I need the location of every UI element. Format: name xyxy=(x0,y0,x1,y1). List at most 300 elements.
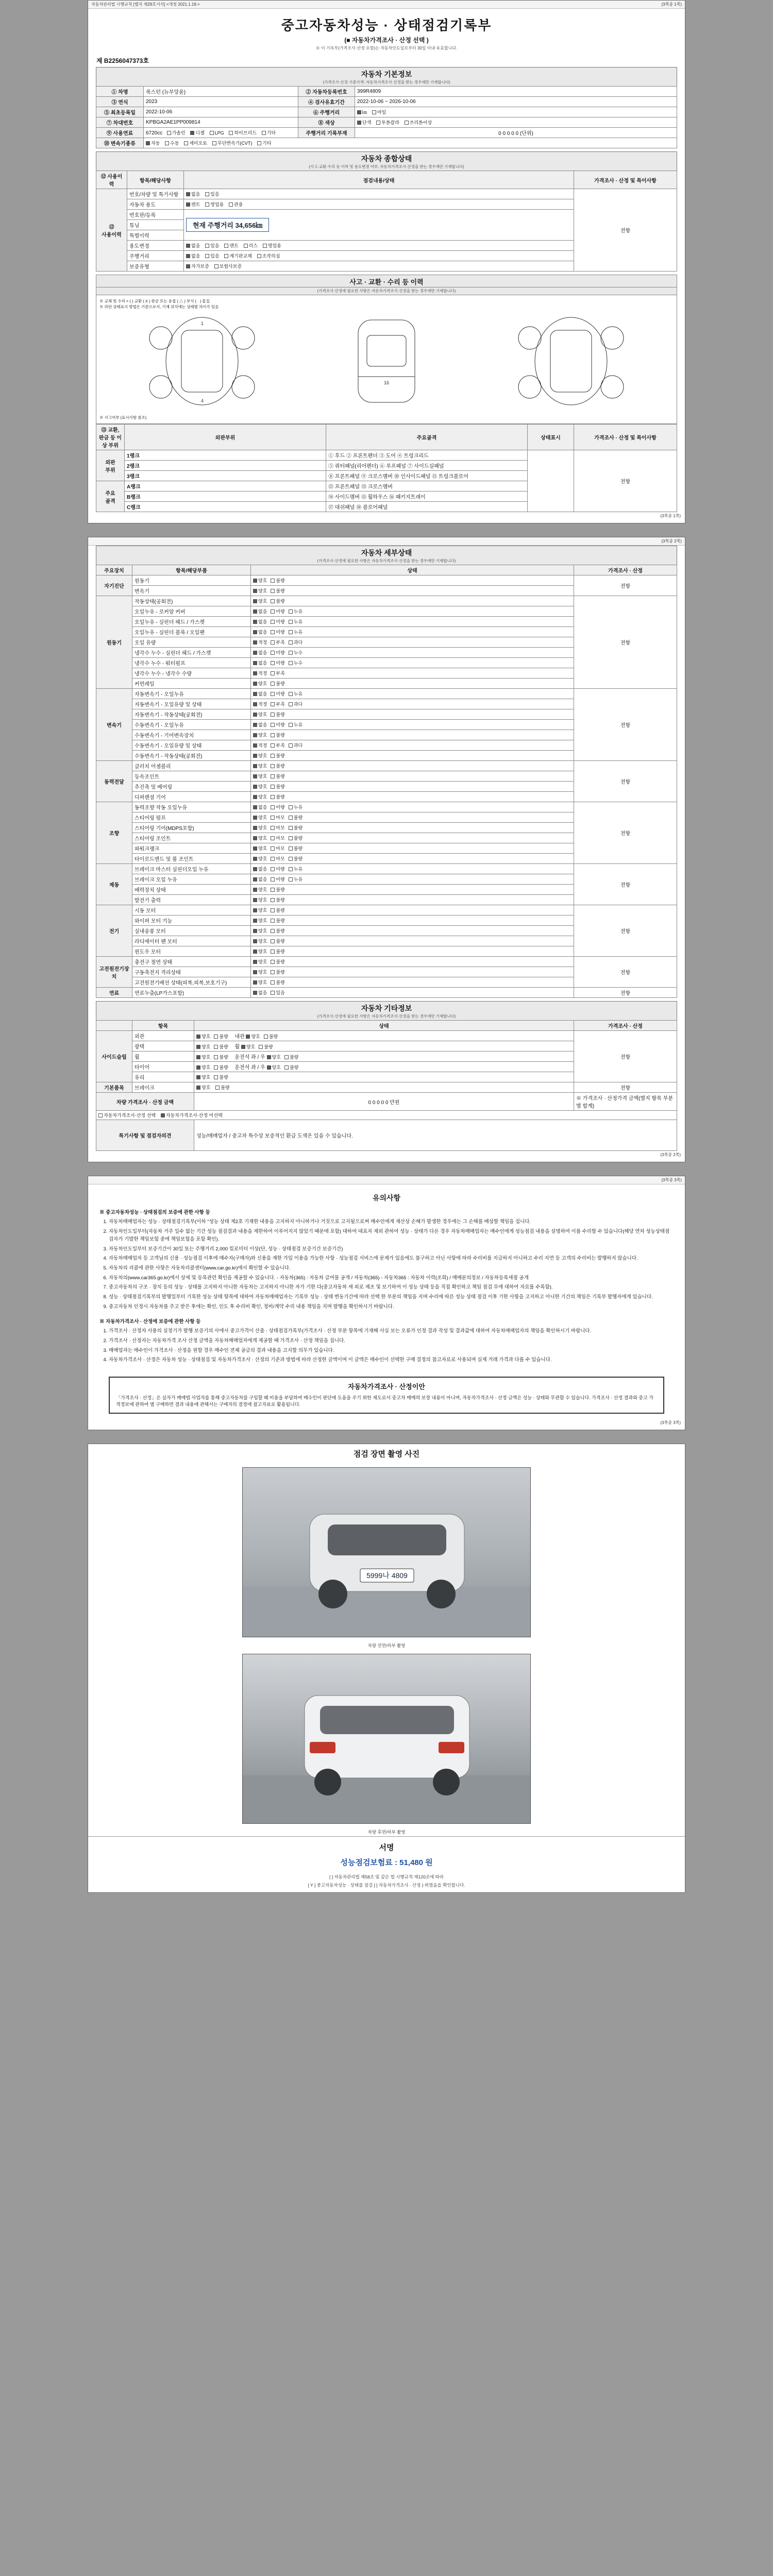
price-not-selected-checkbox[interactable] xyxy=(161,1113,165,1117)
detail-4-4-opt-1-checkbox[interactable] xyxy=(271,846,275,851)
rank2-items: ⑤ 쿼터패널(리어펜더) ⑥ 루프패널 ⑦ 사이드실패널 xyxy=(326,461,528,471)
photo-rear-caption: 차량 후면/하부 촬영 xyxy=(367,1829,406,1835)
detail-group-2: 변속기 xyxy=(96,689,132,761)
detail-1-3-opt-1-checkbox[interactable] xyxy=(271,630,275,634)
other-3-b-opt-1-checkbox[interactable] xyxy=(284,1065,289,1070)
color-value xyxy=(355,117,677,128)
overall-row-4-label: 특별이력 xyxy=(127,230,184,241)
other-0-opt-0-checkbox[interactable] xyxy=(196,1035,200,1039)
detail-0-0-opt-0-checkbox[interactable] xyxy=(253,579,257,583)
basic-opt-1: 불량 xyxy=(221,1085,230,1090)
detail-4-0-opt-2-checkbox[interactable] xyxy=(289,805,293,809)
page-1 xyxy=(88,0,685,523)
detail-4-1-opt-1-checkbox[interactable] xyxy=(271,816,275,820)
other-3-opt-0-checkbox[interactable] xyxy=(196,1065,200,1070)
fuel-hybrid-checkbox[interactable] xyxy=(229,131,233,135)
detail-3-1-opt-1-label: 불량 xyxy=(276,774,285,779)
detail-state-4-0 xyxy=(251,802,574,812)
price-selected-checkbox[interactable] xyxy=(98,1113,103,1117)
row0-none-checkbox[interactable] xyxy=(186,192,190,196)
other-0-b-opt-1-checkbox[interactable] xyxy=(264,1035,268,1039)
detail-0-0-opt-0-label: 양호 xyxy=(258,578,267,583)
detail-7-2-opt-1-checkbox[interactable] xyxy=(271,980,275,985)
detail-7-1-opt-1-checkbox[interactable] xyxy=(271,970,275,974)
mileage-display-cell xyxy=(184,210,574,241)
detail-4-5-opt-2-checkbox[interactable] xyxy=(289,857,293,861)
other-2-opt-1-label: 불량 xyxy=(219,1055,228,1060)
rankA-label xyxy=(125,481,326,492)
detail-item-1-5: 냉각수 누수 - 실린더 헤드 / 가스켓 xyxy=(132,648,251,658)
detail-5-2-opt-0-checkbox[interactable] xyxy=(253,888,257,892)
other-1-opt-1-checkbox[interactable] xyxy=(214,1045,218,1049)
detail-3-0-opt-1-checkbox[interactable] xyxy=(271,764,275,768)
other-col-2: 상태 xyxy=(194,1021,574,1031)
detail-1-4-opt-0-checkbox[interactable] xyxy=(253,640,257,645)
detail-state-2-0 xyxy=(251,689,574,699)
detail-5-1-opt-1-checkbox[interactable] xyxy=(271,877,275,882)
other-item-3: 타이어 xyxy=(132,1062,194,1072)
detail-3-0-opt-0-checkbox[interactable] xyxy=(253,764,257,768)
other-3-b-opt-0-checkbox[interactable] xyxy=(267,1065,271,1070)
detail-2-3-opt-1-checkbox[interactable] xyxy=(271,723,275,727)
overall-row-5-label: 용도변경 xyxy=(127,241,184,251)
page-3-footer: (3쪽중 3쪽) xyxy=(660,1420,681,1425)
detail-5-0-opt-0-checkbox[interactable] xyxy=(253,867,257,871)
detail-1-1-opt-2-checkbox[interactable] xyxy=(289,609,293,614)
detail-5-2-opt-0-label: 양호 xyxy=(258,887,267,892)
detail-1-2-opt-1-checkbox[interactable] xyxy=(271,620,275,624)
detail-state-6-0 xyxy=(251,905,574,916)
detail-state-1-5 xyxy=(251,648,574,658)
detail-4-2-opt-0-checkbox[interactable] xyxy=(253,826,257,830)
detail-1-8-opt-1-checkbox[interactable] xyxy=(271,682,275,686)
other-state-1 xyxy=(194,1041,574,1052)
detail-4-3-opt-0-label: 양호 xyxy=(258,836,267,841)
other-2-opt-0-checkbox[interactable] xyxy=(196,1055,200,1059)
other-1-opt-0-checkbox[interactable] xyxy=(196,1045,200,1049)
detail-1-5-opt-0-label: 없음 xyxy=(258,650,267,655)
detail-row xyxy=(96,988,677,998)
row6-cluster-checkbox[interactable] xyxy=(224,254,228,258)
detail-7-0-opt-0-label: 양호 xyxy=(258,959,267,964)
svg-text:5999나 4809: 5999나 4809 xyxy=(366,1571,408,1580)
mileage-km-checkbox[interactable] xyxy=(357,110,361,114)
other-4-opt-0-checkbox[interactable] xyxy=(196,1075,200,1079)
fuel-diesel-checkbox[interactable] xyxy=(190,131,194,135)
other-1-b-opt-0-checkbox[interactable] xyxy=(241,1045,245,1049)
other-basic-item: 브레이크 xyxy=(132,1082,194,1093)
detail-state-7-1 xyxy=(251,967,574,977)
engine-displacement: 6720cc xyxy=(146,130,163,136)
row5-lease-checkbox[interactable] xyxy=(244,244,248,248)
detail-col-note: 가격조사 · 산정 xyxy=(574,565,677,575)
detail-4-2-opt-0-label: 양호 xyxy=(258,825,267,831)
detail-state-2-2 xyxy=(251,709,574,720)
detail-row xyxy=(96,761,677,771)
detail-1-5-opt-2-checkbox[interactable] xyxy=(289,651,293,655)
detail-3-1-opt-1-checkbox[interactable] xyxy=(271,774,275,778)
detail-6-0-opt-0-checkbox[interactable] xyxy=(253,908,257,912)
color-opt-1: 투톤칼라 xyxy=(381,120,399,125)
accident-title: 사고 · 교환 · 수리 등 이력 xyxy=(96,275,677,287)
detail-2-5-opt-1-checkbox[interactable] xyxy=(271,743,275,748)
detail-1-2-opt-0-checkbox[interactable] xyxy=(253,620,257,624)
detail-2-4-opt-0-checkbox[interactable] xyxy=(253,733,257,737)
car-name-label: ① 차명 xyxy=(96,87,144,97)
other-0-b-opt-0-checkbox[interactable] xyxy=(246,1035,250,1039)
detail-item-4-3: 스티어링 조인트 xyxy=(132,833,251,843)
fuel-other-checkbox[interactable] xyxy=(262,131,266,135)
detail-4-2-opt-2-label: 불량 xyxy=(293,825,303,831)
detail-4-1-opt-2-checkbox[interactable] xyxy=(289,816,293,820)
detail-7-0-opt-0-checkbox[interactable] xyxy=(253,960,257,964)
other-4-opt-0-label: 양호 xyxy=(201,1075,211,1080)
detail-6-3-opt-1-checkbox[interactable] xyxy=(271,939,275,943)
detail-state-1-7 xyxy=(251,668,574,679)
accident-legend-2: ※ 하단 상태표시 방법은 기준으로서, 기재 위치에는 상태별 차이가 있음 xyxy=(99,304,219,309)
other-item-4: 유리 xyxy=(132,1072,194,1082)
color-single-checkbox[interactable] xyxy=(357,121,361,125)
notice-list-1 xyxy=(99,1218,674,1311)
detail-4-2-opt-2-checkbox[interactable] xyxy=(289,826,293,830)
reg-number-value: 399R4809 xyxy=(355,87,677,97)
detail-table-body xyxy=(96,575,677,998)
notice-guarantee-item: 6. 자동차의(www.car365.go.kr)에서 상세 및 등록관련 확인을 제공할 수 있습니다. - 자동차(365) : 자동차 급여물 공개 / 자동차(365) - 자동차365 : 자동차 이력(조회) / 매매문의정보 / 자동차등록세점 공개 xyxy=(109,1275,674,1282)
transmission-label: ⑩ 변속기종류 xyxy=(96,138,144,148)
detail-state-6-3 xyxy=(251,936,574,946)
accident-note: (가격조사·산정에 필요한 사항은 자동차가격조사·산정을 받는 경우에만 기재합니다) xyxy=(96,287,677,295)
detail-8-0-opt-0-label: 없음 xyxy=(258,990,267,995)
detail-4-0-opt-0-checkbox[interactable] xyxy=(253,805,257,809)
detail-6-4-opt-0-label: 양호 xyxy=(258,949,267,954)
detail-4-0-opt-1-label: 미량 xyxy=(276,805,285,810)
detail-2-3-opt-2-checkbox[interactable] xyxy=(289,723,293,727)
detail-1-7-opt-0-checkbox[interactable] xyxy=(253,671,257,675)
overall-col-2: 점검내용/상태 xyxy=(184,171,574,189)
detail-5-3-opt-0-checkbox[interactable] xyxy=(253,898,257,902)
price-opt-0: 자동차가격조사·산정 선택 xyxy=(104,1113,156,1118)
overall-row-0-value xyxy=(184,189,574,199)
detail-1-5-opt-0-checkbox[interactable] xyxy=(253,651,257,655)
detail-6-3-opt-0-checkbox[interactable] xyxy=(253,939,257,943)
detail-group-3: 동력전달 xyxy=(96,761,132,802)
accident-diagram xyxy=(96,295,677,424)
detail-row xyxy=(96,689,677,699)
overall-row-7-label: 보증유형 xyxy=(127,261,184,272)
detail-2-6-opt-1-checkbox[interactable] xyxy=(271,754,275,758)
detail-6-1-opt-1-checkbox[interactable] xyxy=(271,919,275,923)
detail-4-3-opt-0-checkbox[interactable] xyxy=(253,836,257,840)
detail-1-0-opt-0-checkbox[interactable] xyxy=(253,599,257,603)
detail-item-5-0: 브레이크 마스터 실린더오일 누유 xyxy=(132,864,251,874)
other-3-b-opt-1-label: 불량 xyxy=(289,1065,299,1070)
meter-reset-value: 0 0 0 0 0 (단위) xyxy=(355,128,677,138)
row6-none-checkbox[interactable] xyxy=(186,254,190,258)
detail-item-6-1: 와이퍼 모터 기능 xyxy=(132,916,251,926)
detail-1-6-opt-0-checkbox[interactable] xyxy=(253,661,257,665)
detail-5-0-opt-1-label: 미량 xyxy=(276,867,285,872)
row1-opt-1: 영업용 xyxy=(210,202,224,207)
detail-state-4-5 xyxy=(251,854,574,864)
detail-5-0-opt-1-checkbox[interactable] xyxy=(271,867,275,871)
detail-state-3-2 xyxy=(251,782,574,792)
color-three-tone-checkbox[interactable] xyxy=(405,121,409,125)
detail-2-2-opt-1-checkbox[interactable] xyxy=(271,713,275,717)
detail-6-2-opt-0-checkbox[interactable] xyxy=(253,929,257,933)
detail-2-0-opt-2-checkbox[interactable] xyxy=(289,692,293,696)
color-opt-0: 단색 xyxy=(362,120,372,125)
detail-8-0-opt-0-checkbox[interactable] xyxy=(253,991,257,995)
detail-3-0-opt-1-label: 불량 xyxy=(276,764,285,769)
detail-7-0-opt-1-checkbox[interactable] xyxy=(271,960,275,964)
detail-2-1-opt-2-checkbox[interactable] xyxy=(289,702,293,706)
mileage-mile-label: 마일 xyxy=(377,110,386,115)
detail-item-2-2: 자동변속기 - 작동상태(공회전) xyxy=(132,709,251,720)
row1-gov-checkbox[interactable] xyxy=(229,202,233,207)
basic-info-note: (가격조사·산정 기준가격: 자동차가격조사·산정을 받는 경우에만 기재합니다) xyxy=(323,80,450,84)
detail-8-0-opt-1-checkbox[interactable] xyxy=(271,991,275,995)
detail-state-1-4 xyxy=(251,637,574,648)
other-0-label2: 내관 xyxy=(234,1034,245,1040)
overall-table xyxy=(96,171,677,272)
detail-2-3-opt-0-checkbox[interactable] xyxy=(253,723,257,727)
basic-good-checkbox[interactable] xyxy=(196,1086,200,1090)
detail-note-8: 전항 xyxy=(574,988,677,998)
detail-5-3-opt-1-checkbox[interactable] xyxy=(271,898,275,902)
fuel-opt-3: 하이브리드 xyxy=(234,130,257,135)
detail-item-1-3: 오일누유 - 실린더 블록 / 오일팬 xyxy=(132,627,251,637)
detail-state-5-0 xyxy=(251,864,574,874)
rank3-name: 3랭크 xyxy=(127,474,140,480)
notice-guarantee-item: 8. 성능 · 상태점검기록부의 발행일부터 기록한 성능 상태 항목에 대하여 자동차매매업자는 기록부 성능 · 상태 변동기간에 따라 선택 한 부분의 책임을 지며 수리에 따른 성능 상태 점검 이후 기한 사항을 고지하고 아니한 기간의 책임은 기록부 발행자에게 있습니다. xyxy=(109,1294,674,1301)
document-title: 중고자동차성능 · 상태점검기록부 xyxy=(281,18,492,33)
detail-4-3-opt-1-checkbox[interactable] xyxy=(271,836,275,840)
detail-1-2-opt-2-checkbox[interactable] xyxy=(289,620,293,624)
detail-4-4-opt-0-checkbox[interactable] xyxy=(253,846,257,851)
detail-3-2-opt-1-label: 불량 xyxy=(276,784,285,789)
detail-6-4-opt-1-checkbox[interactable] xyxy=(271,950,275,954)
detail-state-0-1 xyxy=(251,586,574,596)
detail-2-5-opt-0-checkbox[interactable] xyxy=(253,743,257,748)
rankA-items: ⑫ 프론트패널 ⑬ 크로스멤버 xyxy=(326,481,528,492)
basic-bad-checkbox[interactable] xyxy=(215,1086,220,1090)
detail-6-1-opt-0-checkbox[interactable] xyxy=(253,919,257,923)
fuel-gasoline-checkbox[interactable] xyxy=(167,131,171,135)
form-legal-ref: 자동차관리법 시행규칙 [별지 제29호서식] <개정 2021.1.19.> xyxy=(91,2,200,7)
notice-s2-title: ※ 자동차가격조사 · 산정에 보증에 관한 사항 등 xyxy=(99,1318,201,1325)
trans-auto-checkbox[interactable] xyxy=(146,141,150,145)
detail-3-1-opt-0-checkbox[interactable] xyxy=(253,774,257,778)
trans-opt-0: 자동 xyxy=(151,141,160,146)
detail-item-3-1: 등속조인트 xyxy=(132,771,251,782)
row1-rent-checkbox[interactable] xyxy=(186,202,190,207)
detail-1-0-opt-1-checkbox[interactable] xyxy=(271,599,275,603)
detail-6-4-opt-0-checkbox[interactable] xyxy=(253,950,257,954)
detail-state-3-1 xyxy=(251,771,574,782)
trans-opt-3: 무단변속기(CVT) xyxy=(217,141,253,146)
detail-1-1-opt-0-checkbox[interactable] xyxy=(253,609,257,614)
detail-5-1-opt-2-checkbox[interactable] xyxy=(289,877,293,882)
fuel-opt-4: 기타 xyxy=(266,130,276,135)
detail-row xyxy=(96,957,677,967)
notice-guarantee-item: 7. 중고자동차의 구조 · 장치 등의 성능 · 상태를 고지하지 아니한 자동차는 고지하지 아니한 자가 기한 다(중고자동차 세 외로 제조 및 보기하여 이 성능 상태 등을 직접 확인하고 책임 점검 무에 대하여 자료를 수록함). xyxy=(109,1284,674,1292)
detail-item-1-2: 오일누유 - 실린더 헤드 / 가스켓 xyxy=(132,617,251,627)
accident-note-cell: 전항 xyxy=(574,450,677,512)
detail-4-2-opt-1-checkbox[interactable] xyxy=(271,826,275,830)
color-opt-2: 쓰리톤이상 xyxy=(409,120,432,125)
row5-sub-0: 렌트 xyxy=(229,243,239,248)
detail-1-3-opt-0-checkbox[interactable] xyxy=(253,630,257,634)
first-reg-label: ⑤ 최초등록일 xyxy=(96,107,144,117)
detail-2-5-opt-2-label: 과다 xyxy=(293,743,303,748)
detail-2-6-opt-0-checkbox[interactable] xyxy=(253,754,257,758)
detail-col-item: 항목/해당부품 xyxy=(132,565,251,575)
detail-6-2-opt-1-label: 불량 xyxy=(276,928,285,934)
detail-3-0-opt-0-label: 양호 xyxy=(258,764,267,769)
price-band-value: 0 0 0 0 0 만원 xyxy=(194,1093,574,1111)
notice-guarantee-item: 9. 중고자동차 인정시 자동차를 주고 받은 후에는 확인, 인도 후 수리비 확인, 정비/계약 수리 내용 책임을 지며 발행을 확인하시기 바랍니다. xyxy=(109,1303,674,1311)
detail-2-4-opt-1-checkbox[interactable] xyxy=(271,733,275,737)
price-opt-1: 자동차가격조사·산정 미선택 xyxy=(165,1113,223,1118)
notice-pricing-item: 1. 가격조사 · 산정자 사용의 실정기가 발행 보증기의 사에서 중고가격이 산출 · 상태점검가록부(가격조사 · 산정 부분 항목에 기재해 사실 보는 오류가 인정 결과 작성 및 결과값에 대하여 자동차매매업자의 책임을 확인하시기 바랍니다. xyxy=(109,1328,674,1335)
detail-2-1-opt-0-checkbox[interactable] xyxy=(253,702,257,706)
detail-7-2-opt-0-checkbox[interactable] xyxy=(253,980,257,985)
detail-4-1-opt-0-checkbox[interactable] xyxy=(253,816,257,820)
other-basic-note: 전항 xyxy=(574,1082,677,1093)
detail-0-0-opt-1-checkbox[interactable] xyxy=(271,579,275,583)
row6-yes-checkbox[interactable] xyxy=(205,254,209,258)
detail-5-1-opt-0-checkbox[interactable] xyxy=(253,877,257,882)
detail-state-3-3 xyxy=(251,792,574,802)
detail-2-0-opt-0-label: 없음 xyxy=(258,691,267,697)
trans-cvt-checkbox[interactable] xyxy=(212,141,216,145)
detail-2-5-opt-2-checkbox[interactable] xyxy=(289,743,293,748)
detail-7-1-opt-0-checkbox[interactable] xyxy=(253,970,257,974)
detail-4-3-opt-2-checkbox[interactable] xyxy=(289,836,293,840)
row7-insurer-checkbox[interactable] xyxy=(214,264,219,268)
other-0-b-opt-1-label: 불량 xyxy=(268,1034,278,1039)
row5-yes-checkbox[interactable] xyxy=(205,244,209,248)
other-2-b-opt-0-checkbox[interactable] xyxy=(267,1055,271,1059)
detail-5-0-opt-2-checkbox[interactable] xyxy=(289,867,293,871)
other-basic-value xyxy=(194,1082,574,1093)
trans-manual-checkbox[interactable] xyxy=(165,141,169,145)
detail-4-5-opt-0-checkbox[interactable] xyxy=(253,857,257,861)
detail-2-0-opt-0-checkbox[interactable] xyxy=(253,692,257,696)
detail-3-3-opt-1-checkbox[interactable] xyxy=(271,795,275,799)
color-two-tone-checkbox[interactable] xyxy=(376,121,380,125)
detail-3-3-opt-0-checkbox[interactable] xyxy=(253,795,257,799)
row7-self-checkbox[interactable] xyxy=(186,264,190,268)
row5-none-checkbox[interactable] xyxy=(186,244,190,248)
detail-state-section xyxy=(96,546,677,998)
row1-biz-checkbox[interactable] xyxy=(205,202,209,207)
detail-1-5-opt-1-label: 미량 xyxy=(276,650,285,655)
detail-3-2-opt-1-checkbox[interactable] xyxy=(271,785,275,789)
detail-2-1-opt-1-checkbox[interactable] xyxy=(271,702,275,706)
detail-1-4-opt-1-checkbox[interactable] xyxy=(271,640,275,645)
other-2-b-opt-1-checkbox[interactable] xyxy=(284,1055,289,1059)
row5-rent-checkbox[interactable] xyxy=(224,244,228,248)
first-reg-value: 2022-10-06 xyxy=(144,107,298,117)
detail-6-2-opt-1-checkbox[interactable] xyxy=(271,929,275,933)
detail-state-1-8 xyxy=(251,679,574,689)
notice-guarantee-item: 3. 자동차인도일부터 보증기간이 30일 또는 주행거리 2,000 킬로미터 이상(단, 성능 · 상태점검 보증기간 보증기간) xyxy=(109,1246,674,1253)
rankC-items: ⑰ 대쉬패널 ⑱ 플로어패널 xyxy=(326,502,528,512)
detail-6-0-opt-1-label: 불량 xyxy=(276,908,285,913)
detail-4-0-opt-1-checkbox[interactable] xyxy=(271,805,275,809)
accident-bottom-title: ⑬ 교환, 판금 등 이상 부위 xyxy=(96,425,125,450)
detail-5-1-opt-2-label: 누유 xyxy=(293,877,303,882)
row5-sub-1: 리스 xyxy=(248,243,258,248)
page-3 xyxy=(88,1176,685,1430)
detail-6-3-opt-0-label: 양호 xyxy=(258,939,267,944)
fuel-lpg-checkbox[interactable] xyxy=(210,131,214,135)
detail-group-1: 원동기 xyxy=(96,596,132,689)
detail-1-6-opt-2-checkbox[interactable] xyxy=(289,661,293,665)
other-2-opt-1-checkbox[interactable] xyxy=(214,1055,218,1059)
detail-0-1-opt-0-checkbox[interactable] xyxy=(253,589,257,593)
notice-s1-title: ※ 중고자동차성능 · 상태점검의 보증에 관한 사항 등 xyxy=(99,1209,210,1215)
detail-1-2-opt-0-label: 없음 xyxy=(258,619,267,624)
current-mileage-box: 현재 주행거리 34,656㎞ xyxy=(186,218,269,232)
row6-tamper-checkbox[interactable] xyxy=(257,254,261,258)
detail-2-0-opt-1-checkbox[interactable] xyxy=(271,692,275,696)
trans-other-checkbox[interactable] xyxy=(257,141,261,145)
other-1-b-opt-1-checkbox[interactable] xyxy=(259,1045,263,1049)
detail-2-1-opt-0-label: 적정 xyxy=(258,702,267,707)
trans-semi-checkbox[interactable] xyxy=(184,141,188,145)
detail-4-4-opt-2-checkbox[interactable] xyxy=(289,846,293,851)
price-band-sub: ※ 가격조사 · 산정가격 금액(별지 항목 부분별 합계) xyxy=(574,1093,677,1111)
other-3-opt-1-checkbox[interactable] xyxy=(214,1065,218,1070)
detail-1-7-opt-1-checkbox[interactable] xyxy=(271,671,275,675)
detail-1-3-opt-2-checkbox[interactable] xyxy=(289,630,293,634)
detail-state-2-3 xyxy=(251,720,574,730)
row0-yes-checkbox[interactable] xyxy=(205,192,209,196)
detail-4-4-opt-2-label: 불량 xyxy=(293,846,303,851)
detail-state-2-6 xyxy=(251,751,574,761)
page-header-bar xyxy=(88,1,685,9)
detail-1-4-opt-0-label: 적정 xyxy=(258,640,267,645)
detail-1-1-opt-1-checkbox[interactable] xyxy=(271,609,275,614)
detail-3-2-opt-0-checkbox[interactable] xyxy=(253,785,257,789)
other-4-opt-1-checkbox[interactable] xyxy=(214,1075,218,1079)
detail-group-5: 제동 xyxy=(96,864,132,905)
detail-1-4-opt-2-checkbox[interactable] xyxy=(289,640,293,645)
detail-4-5-opt-1-checkbox[interactable] xyxy=(271,857,275,861)
mileage-mile-checkbox[interactable] xyxy=(372,110,376,114)
detail-8-0-opt-1-label: 있음 xyxy=(276,990,285,995)
row5-biz-checkbox[interactable] xyxy=(263,244,267,248)
color-label: ⑧ 색상 xyxy=(298,117,355,128)
detail-1-5-opt-1-checkbox[interactable] xyxy=(271,651,275,655)
detail-state-4-4 xyxy=(251,843,574,854)
detail-6-0-opt-1-checkbox[interactable] xyxy=(271,908,275,912)
detail-1-8-opt-0-checkbox[interactable] xyxy=(253,682,257,686)
detail-0-1-opt-1-checkbox[interactable] xyxy=(271,589,275,593)
signature-foot-2: [ Y ] 중고자동차성능 · 상태를 점검 [ ] 자동차가격조사 · 산정 ) 하였음을 확인합니다. xyxy=(308,1882,465,1888)
detail-item-5-1: 브레이크 오일 누유 xyxy=(132,874,251,885)
detail-5-2-opt-1-checkbox[interactable] xyxy=(271,888,275,892)
detail-1-5-opt-2-label: 누수 xyxy=(293,650,303,655)
detail-item-2-5: 수동변속기 - 오일유량 및 상태 xyxy=(132,740,251,751)
other-0-opt-1-checkbox[interactable] xyxy=(214,1035,218,1039)
detail-1-6-opt-1-checkbox[interactable] xyxy=(271,661,275,665)
detail-row xyxy=(96,864,677,874)
other-1-opt-0-label: 양호 xyxy=(201,1044,211,1049)
detail-2-2-opt-0-checkbox[interactable] xyxy=(253,713,257,717)
